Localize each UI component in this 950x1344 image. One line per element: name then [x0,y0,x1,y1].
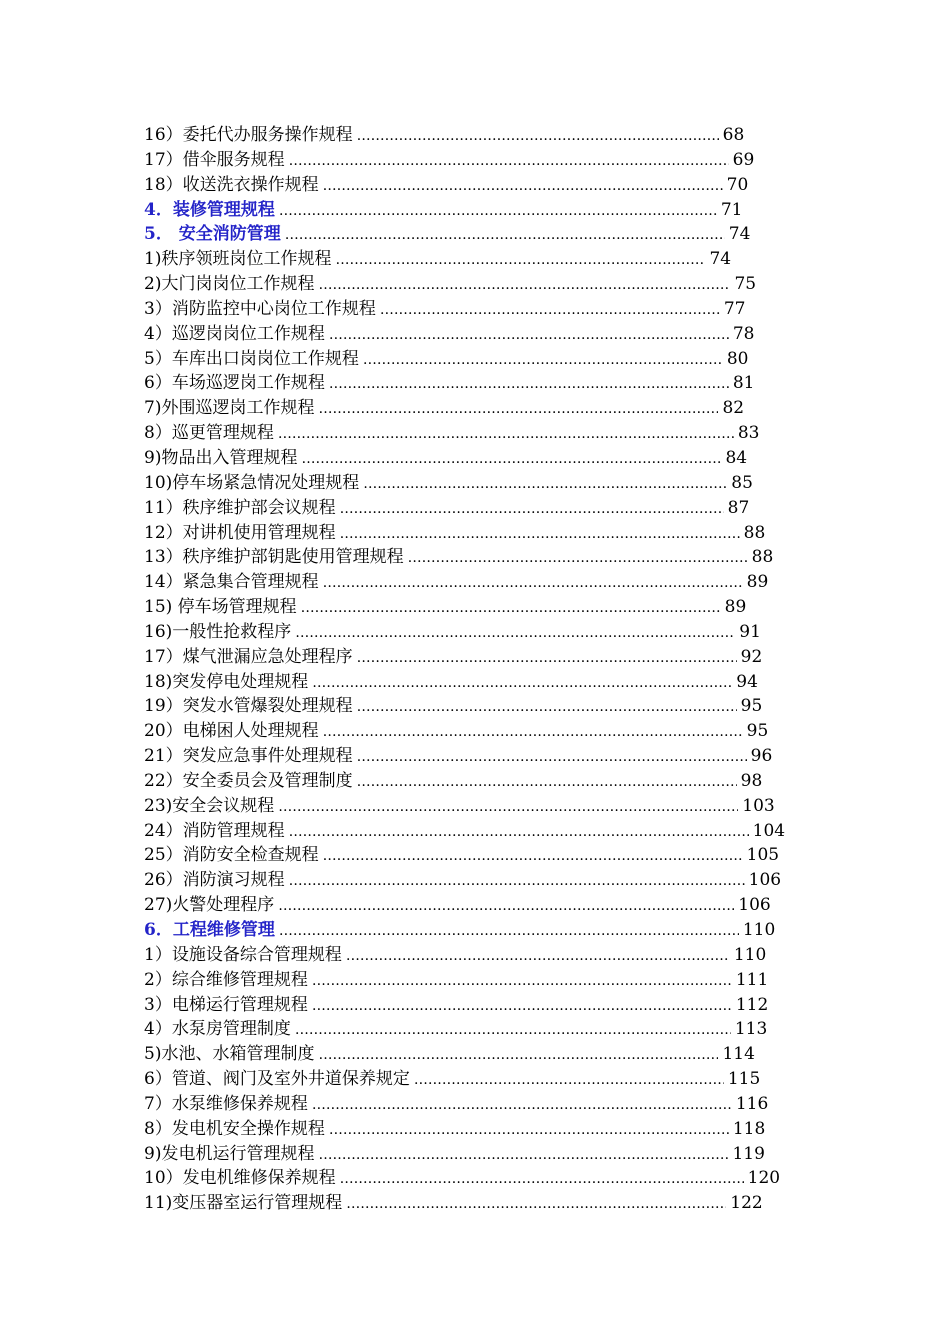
toc-dot-leader [335,248,705,273]
toc-page-number: 104 [752,820,786,841]
toc-page-number: 114 [722,1044,755,1065]
toc-entry[interactable] [144,123,763,148]
toc-dot-leader [346,1192,726,1217]
toc-entry[interactable] [144,595,765,620]
toc-entry[interactable] [144,496,768,521]
toc-entry-label: 17）借伞服务规程 [144,149,285,170]
toc-section-heading[interactable] [144,222,769,247]
toc-entry-label: 7)外围巡逻岗工作规程 [144,398,315,419]
toc-entry[interactable] [144,794,782,819]
toc-entry[interactable] [144,148,773,173]
toc-entry-label: 18)突发停电处理规程 [144,671,309,692]
toc-dot-leader [318,1143,728,1168]
toc-page-number: 96 [750,746,773,767]
toc-dot-leader [340,1167,744,1192]
toc-entry-label: 6）管道、阀门及室外井道保养规定 [144,1069,410,1090]
toc-entry-label: 24）消防管理规程 [144,820,285,841]
toc-entry[interactable] [144,570,787,595]
toc-dot-leader [295,1018,731,1043]
toc-entry-label: 15) 停车场管理规程 [144,597,297,618]
toc-entry[interactable] [144,471,771,496]
toc-entry-label: 8）发电机安全操作规程 [144,1118,325,1139]
toc-dot-leader [318,397,718,422]
toc-page-number: 111 [735,969,769,990]
toc-page-number: 122 [730,1193,763,1214]
toc-entry-label: 5． 安全消防管理 [144,224,281,245]
toc-dot-leader [279,919,739,944]
toc-entry-label: 9)物品出入管理规程 [144,447,298,468]
toc-entry[interactable] [144,545,792,570]
toc-entry-label: 17）煤气泄漏应急处理程序 [144,646,353,667]
toc-entry[interactable] [144,769,781,794]
toc-dot-leader [323,720,743,745]
toc-entry-label: 2)大门岗岗位工作规程 [144,274,315,295]
toc-dot-leader [301,447,721,472]
toc-dot-leader [285,223,725,248]
toc-dot-leader [329,323,729,348]
toc-entry-label: 25）消防安全检查规程 [144,845,319,866]
toc-entry[interactable] [144,1191,770,1216]
toc-dot-leader [312,969,732,994]
toc-page-number: 69 [732,149,755,170]
toc-page-number: 91 [739,621,761,642]
toc-page-number: 80 [726,348,749,369]
toc-dot-leader [414,1068,724,1093]
toc-entry-label: 4）水泵房管理制度 [144,1019,291,1040]
toc-dot-leader [357,124,719,149]
toc-entry[interactable] [144,893,778,918]
toc-entry[interactable] [144,396,762,421]
toc-entry[interactable] [144,272,774,297]
toc-dot-leader [289,149,729,174]
toc-page-number: 118 [732,1118,766,1139]
toc-page-number: 92 [740,646,763,667]
toc-page-number: 71 [720,199,743,220]
toc-entry[interactable] [144,719,787,744]
toc-page-number: 95 [740,696,763,717]
toc-page-number: 119 [732,1143,765,1164]
toc-entry[interactable] [144,446,765,471]
toc-entry-label: 23)安全会议规程 [144,795,275,816]
toc-page-number: 112 [735,994,769,1015]
toc-page-number: 94 [736,671,758,692]
toc-entry-label: 14）紧急集合管理规程 [144,572,319,593]
toc-entry-label: 18）收送洗衣操作规程 [144,174,319,195]
toc-dot-leader [357,745,747,770]
toc-dot-leader [318,273,730,298]
toc-dot-leader [323,174,723,199]
toc-entry-label: 16)一般性抢救程序 [144,621,292,642]
toc-entry-label: 11）秩序维护部会议规程 [144,497,336,518]
toc-dot-leader [357,646,737,671]
toc-entry-label: 12）对讲机使用管理规程 [144,522,336,543]
toc-dot-leader [279,199,717,224]
toc-entry-label: 3）消防监控中心岗位工作规程 [144,298,376,319]
toc-page-number: 103 [742,795,775,816]
toc-entry-label: 27)火警处理程序 [144,895,275,916]
toc-entry-label: 3）电梯运行管理规程 [144,994,308,1015]
toc-dot-leader [312,994,732,1019]
toc-entry[interactable] [144,322,773,347]
toc-entry[interactable] [144,1166,788,1191]
toc-entry-label: 6．工程维修管理 [144,920,275,940]
table-of-contents [144,123,824,1216]
toc-dot-leader [340,497,724,522]
toc-entry-label: 4．装修管理规程 [144,199,275,220]
toc-entry-label: 1)秩序领班岗位工作规程 [144,249,332,270]
toc-dot-leader [278,422,734,447]
toc-dot-leader [312,671,732,696]
toc-page-number: 113 [734,1019,768,1040]
toc-entry[interactable] [144,297,764,322]
toc-entry[interactable] [144,620,779,645]
toc-page-number: 85 [731,472,753,493]
toc-section-heading[interactable] [144,918,783,943]
toc-entry[interactable] [144,1017,775,1042]
toc-dot-leader [329,1118,729,1143]
toc-entry[interactable] [144,868,789,893]
toc-dot-leader [363,472,727,497]
toc-entry[interactable] [144,421,778,446]
toc-page-number: 77 [723,298,746,319]
toc-dot-leader [312,1093,732,1118]
toc-entry[interactable] [144,347,767,372]
toc-page-number: 115 [727,1069,761,1090]
toc-dot-leader [357,770,737,795]
toc-entry[interactable] [144,247,749,272]
toc-page-number: 70 [726,174,749,195]
toc-entry-label: 21）突发应急事件处理规程 [144,746,353,767]
toc-entry[interactable] [144,694,781,719]
toc-dot-leader [340,522,740,547]
toc-page-number: 75 [734,274,757,295]
toc-page-number: 83 [737,423,760,444]
toc-entry[interactable] [144,1092,776,1117]
toc-entry-label: 6）车场巡逻岗工作规程 [144,373,325,394]
toc-entry-label: 5）车库出口岗岗位工作规程 [144,348,359,369]
toc-dot-leader [329,372,729,397]
toc-entry[interactable] [144,993,776,1018]
toc-entry[interactable] [144,819,793,844]
toc-entry[interactable] [144,1142,772,1167]
toc-entry[interactable] [144,371,773,396]
toc-entry[interactable] [144,521,784,546]
toc-dot-leader [323,571,743,596]
toc-page-number: 89 [724,597,747,618]
toc-page-number: 88 [751,547,774,568]
toc-page-number: 106 [738,895,771,916]
toc-entry[interactable] [144,645,781,670]
toc-page-number: 120 [747,1168,781,1189]
toc-page-number: 88 [743,522,766,543]
toc-dot-leader [323,844,743,869]
toc-entry-label: 22）安全委员会及管理制度 [144,770,353,791]
toc-dot-leader [301,596,721,621]
toc-entry[interactable] [144,843,787,868]
toc-entry-label: 13）秩序维护部钥匙使用管理规程 [144,547,404,568]
toc-page-number: 98 [740,770,763,791]
toc-dot-leader [363,348,723,373]
toc-dot-leader [278,795,738,820]
toc-dot-leader [357,695,737,720]
toc-entry-label: 20）电梯困人处理规程 [144,721,319,742]
toc-entry[interactable] [144,1042,762,1067]
toc-page-number: 110 [733,944,767,965]
toc-page-number: 106 [748,870,782,891]
toc-dot-leader [289,820,749,845]
toc-entry-label: 5)水池、水箱管理制度 [144,1044,315,1065]
toc-entry-label: 9)发电机运行管理规程 [144,1143,315,1164]
toc-page-number: 82 [722,398,745,419]
toc-dot-leader [408,546,748,571]
toc-entry-label: 7）水泵维修保养规程 [144,1093,308,1114]
toc-entry-label: 1）设施设备综合管理规程 [144,944,342,965]
toc-page-number: 110 [742,920,776,940]
toc-page-number: 84 [725,447,748,468]
toc-entry[interactable] [144,1067,768,1092]
toc-section-heading[interactable] [144,198,761,223]
toc-page-number: 78 [732,323,755,344]
toc-entry[interactable] [144,670,776,695]
toc-entry-label: 26）消防演习规程 [144,870,285,891]
toc-page-number: 89 [746,572,769,593]
toc-dot-leader [380,298,720,323]
toc-entry-label: 19）突发水管爆裂处理规程 [144,696,353,717]
toc-entry[interactable] [144,1117,773,1142]
toc-entry[interactable] [144,744,791,769]
toc-entry-label: 8）巡更管理规程 [144,423,274,444]
toc-entry-label: 4）巡逻岗岗位工作规程 [144,323,325,344]
toc-dot-leader [295,621,735,646]
toc-dot-leader [318,1043,718,1068]
toc-page-number: 74 [728,224,751,245]
toc-page-number: 81 [732,373,755,394]
toc-page-number: 68 [722,125,745,145]
toc-entry[interactable] [144,173,767,198]
toc-page-number: 74 [709,249,732,270]
toc-dot-leader [278,894,734,919]
toc-dot-leader [289,869,745,894]
toc-entry[interactable] [144,968,776,993]
toc-entry-label: 10)停车场紧急情况处理规程 [144,472,360,493]
toc-page-number: 105 [746,845,780,866]
toc-dot-leader [346,944,730,969]
toc-entry-label: 11)变压器室运行管理规程 [144,1193,343,1214]
toc-entry[interactable] [144,943,774,968]
toc-entry-label: 10）发电机维修保养规程 [144,1168,336,1189]
toc-entry-label: 2）综合维修管理规程 [144,969,308,990]
toc-page-number: 116 [735,1093,769,1114]
toc-page-number: 95 [746,721,769,742]
toc-page-number: 87 [727,497,750,518]
toc-entry-label: 16）委托代办服务操作规程 [144,125,353,145]
